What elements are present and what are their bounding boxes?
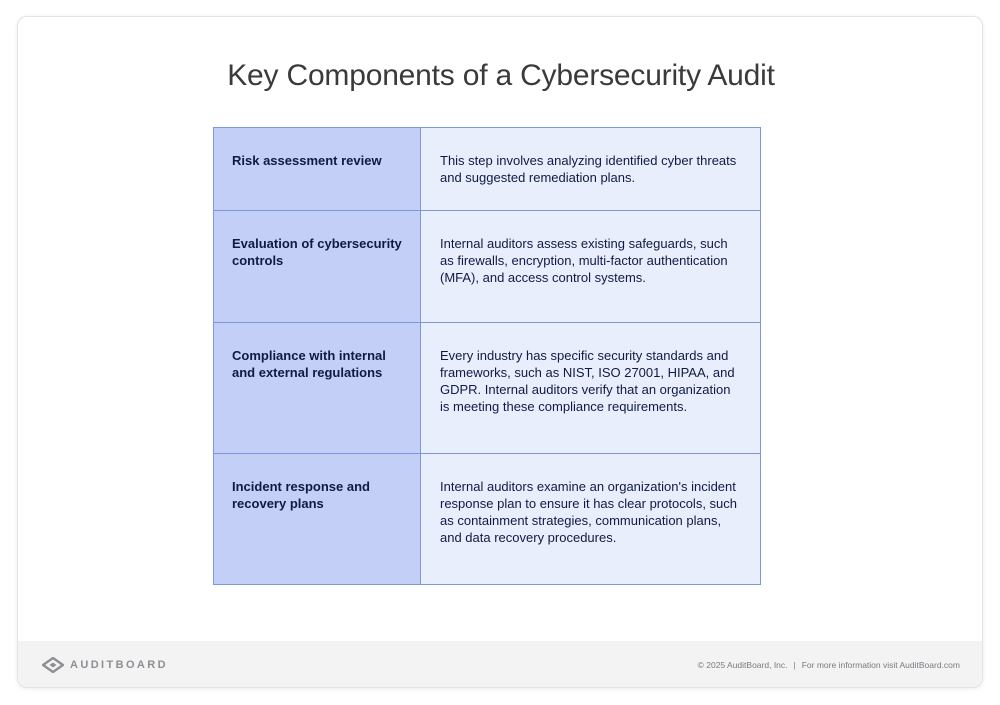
component-name: Risk assessment review bbox=[214, 128, 421, 211]
page-title: Key Components of a Cybersecurity Audit bbox=[227, 59, 775, 92]
footer bbox=[18, 641, 983, 688]
table-row bbox=[214, 211, 761, 323]
auditboard-logo[interactable] bbox=[42, 657, 168, 673]
footer-separator: | bbox=[793, 660, 796, 670]
table-row bbox=[214, 128, 761, 211]
infographic-card bbox=[17, 16, 983, 688]
more-info-link[interactable]: For more information visit AuditBoard.com bbox=[801, 660, 960, 670]
components-table bbox=[213, 127, 761, 585]
component-name: Compliance with internal and external regulations bbox=[214, 323, 421, 454]
footer-copyright bbox=[698, 659, 960, 671]
component-description: Every industry has specific security standards and frameworks, such as NIST, ISO 27001, HIPAA, and GDPR. Internal auditors verify that an organization is meeting these compliance requirements. bbox=[421, 323, 761, 454]
component-description: This step involves analyzing identified cyber threats and suggested remediation plans. bbox=[421, 128, 761, 211]
component-name: Incident response and recovery plans bbox=[214, 454, 421, 585]
copyright-text: © 2025 AuditBoard, Inc. bbox=[697, 660, 788, 670]
auditboard-logo-icon bbox=[42, 657, 64, 673]
logo-wordmark: AUDITBOARD bbox=[70, 659, 168, 671]
table-row bbox=[214, 323, 761, 454]
table-row bbox=[214, 454, 761, 585]
component-name: Evaluation of cybersecurity controls bbox=[214, 211, 421, 323]
component-description: Internal auditors examine an organization's incident response plan to ensure it has clear protocols, such as containment strategies, communication plans, and data recovery procedures. bbox=[421, 454, 761, 585]
component-description: Internal auditors assess existing safeguards, such as firewalls, encryption, multi-factor authentication (MFA), and access control systems. bbox=[421, 211, 761, 323]
